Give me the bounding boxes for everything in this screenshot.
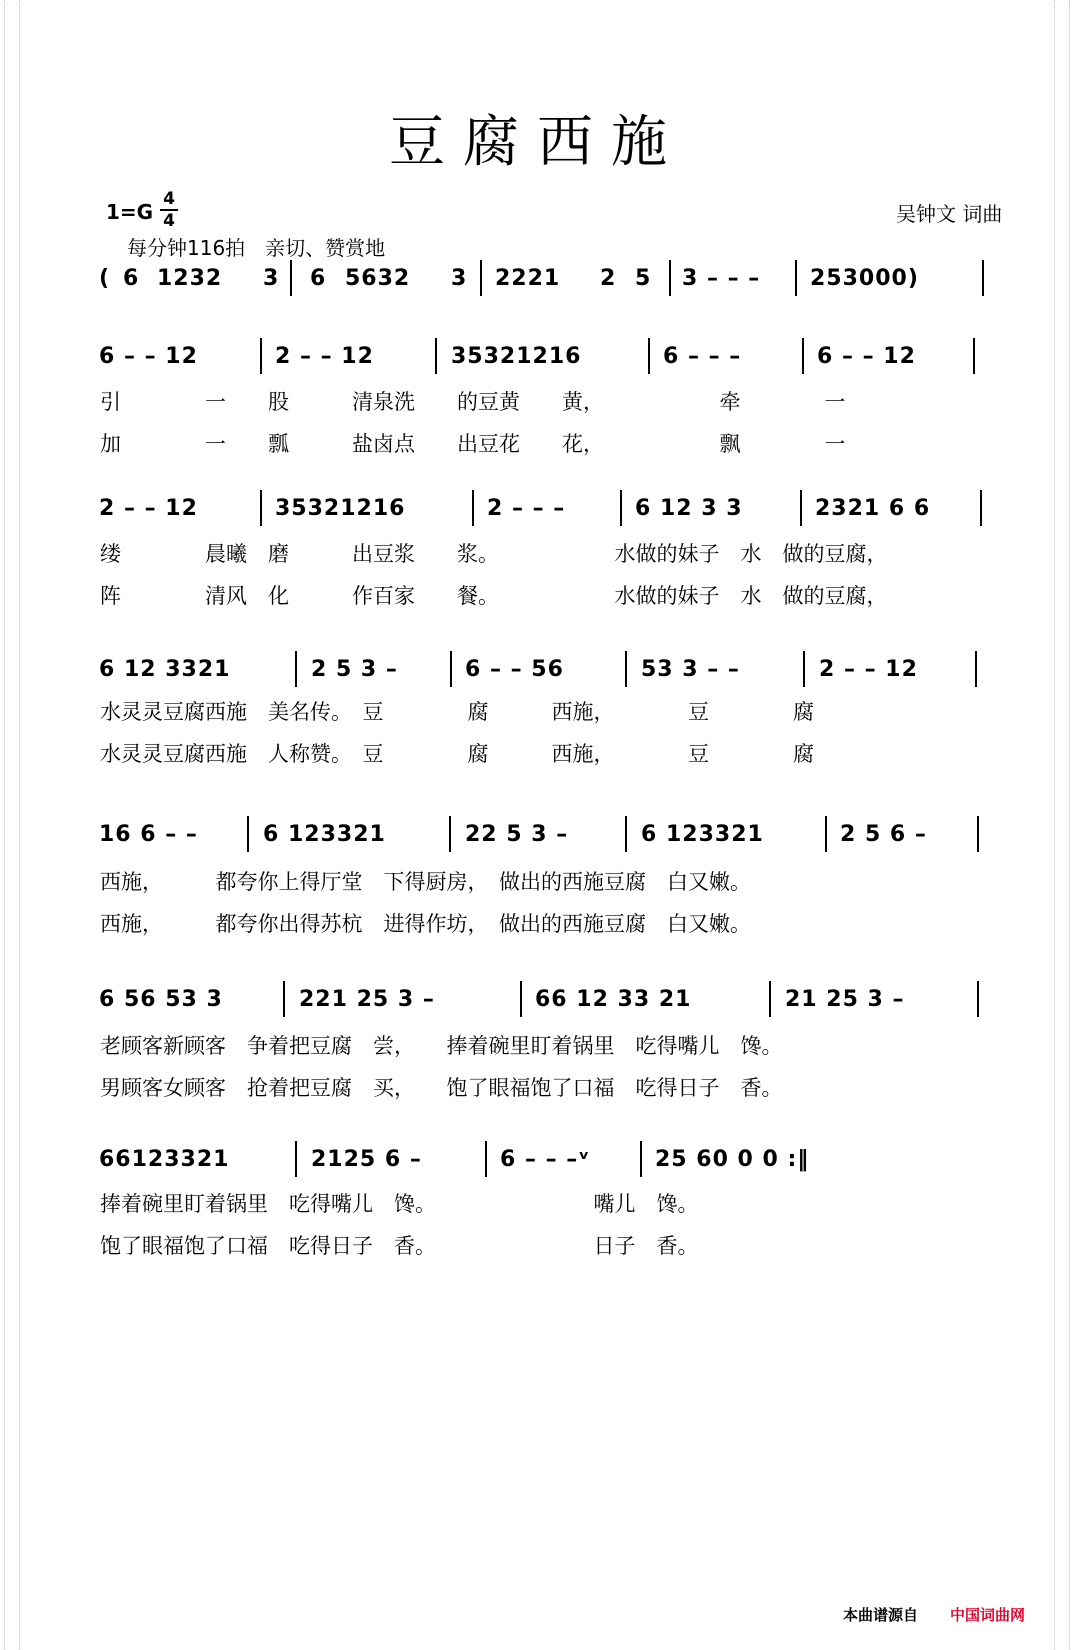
- notation-line: [95, 344, 1040, 374]
- bar-line: [977, 981, 979, 1017]
- notation-line: [95, 1147, 1040, 1177]
- note-group: 1232: [157, 266, 223, 291]
- footer-site-link[interactable]: 中国词曲网: [950, 1606, 1026, 1624]
- note-group: 5632: [345, 266, 411, 291]
- note-group: 5: [635, 266, 652, 291]
- note-group: 66123321: [99, 1147, 230, 1172]
- lyric-line: 男顾客女顾客 抢着把豆腐 买， 饱了眼福饱了口福 吃得日子 香。: [100, 1076, 783, 1100]
- note-group: 21 25 3 –: [785, 987, 905, 1012]
- song-title: 豆腐西施: [389, 110, 685, 175]
- bar-line: [648, 338, 650, 374]
- note-group: 2 – – –: [487, 496, 566, 521]
- bar-line: [283, 981, 285, 1017]
- bar-line: [802, 338, 804, 374]
- note-group: 6 – – 12: [817, 344, 916, 369]
- bar-line: [803, 651, 805, 687]
- note-group: 6 123321: [263, 822, 386, 847]
- lyric-line: 引 一 股 清泉洗 的豆黄 黄， 牵 一: [100, 390, 846, 414]
- note-group: 6 12 3 3: [635, 496, 743, 521]
- note-group: 221 25 3 –: [299, 987, 435, 1012]
- bar-line: [977, 816, 979, 852]
- bar-line: [449, 816, 451, 852]
- bar-line: [247, 816, 249, 852]
- note-group: 16 6 – –: [99, 822, 198, 847]
- notation-line: [95, 822, 1040, 852]
- lyric-line: 老顾客新顾客 争着把豆腐 尝， 捧着碗里盯着锅里 吃得嘴儿 馋。: [100, 1034, 783, 1058]
- time-top: 4: [163, 189, 175, 209]
- bar-line: [769, 981, 771, 1017]
- note-group: 253000): [810, 266, 919, 291]
- note-group: 2 5 3 –: [311, 657, 398, 682]
- bar-line: [975, 651, 977, 687]
- bar-line: [800, 490, 802, 526]
- note-group: 6 – – –: [663, 344, 742, 369]
- note-group: 6: [123, 266, 140, 291]
- lyric-line: 西施， 都夸你上得厅堂 下得厨房， 做出的西施豆腐 白又嫩。: [100, 870, 751, 894]
- lyric-line: 西施， 都夸你出得苏杭 进得作坊， 做出的西施豆腐 白又嫩。: [100, 912, 751, 936]
- lyric-line: 加 一 瓢 盐卤点 出豆花 花， 飘 一: [100, 432, 846, 456]
- note-group: 6 123321: [641, 822, 764, 847]
- bar-line: [520, 981, 522, 1017]
- note-group: 66 12 33 21: [535, 987, 692, 1012]
- bar-line: [982, 260, 984, 296]
- bar-line: [485, 1141, 487, 1177]
- bar-line: [295, 651, 297, 687]
- note-group: (: [99, 266, 111, 291]
- bar-line: [620, 490, 622, 526]
- note-group: 6 56 53 3: [99, 987, 223, 1012]
- bar-line: [290, 260, 292, 296]
- bar-line: [669, 260, 671, 296]
- note-group: 3: [263, 266, 280, 291]
- note-group: 22 5 3 –: [465, 822, 569, 847]
- left-border-strip: [4, 0, 20, 1650]
- time-bottom: 4: [163, 211, 175, 231]
- bar-line: [480, 260, 482, 296]
- bar-line: [980, 490, 982, 526]
- note-group: 3 – – –: [682, 266, 761, 291]
- lyric-line: 捧着碗里盯着锅里 吃得嘴儿 馋。 嘴儿 馋。: [100, 1192, 699, 1216]
- footer-source-label: 本曲谱源自: [843, 1606, 919, 1624]
- note-group: 2125 6 –: [311, 1147, 422, 1172]
- note-group: 25 60 0 0 :‖: [655, 1147, 810, 1172]
- bar-line: [825, 816, 827, 852]
- note-group: 2 5 6 –: [840, 822, 927, 847]
- note-group: 2221: [495, 266, 561, 291]
- note-group: 6 – – –ᵛ: [500, 1147, 591, 1172]
- bar-line: [625, 651, 627, 687]
- tempo-marking: 每分钟116拍 亲切、赞赏地: [127, 236, 386, 260]
- bar-line: [795, 260, 797, 296]
- bar-line: [295, 1141, 297, 1177]
- bar-line: [640, 1141, 642, 1177]
- lyric-line: 缕 晨曦 磨 出豆浆 浆。 水做的妹子 水 做的豆腐，: [100, 542, 888, 566]
- composer-credit: 吴钟文 词曲: [896, 202, 1003, 226]
- note-group: 2: [600, 266, 617, 291]
- note-group: 2 – – 12: [819, 657, 918, 682]
- time-signature: [160, 190, 178, 230]
- note-group: 6 12 3321: [99, 657, 231, 682]
- notation-line: [95, 987, 1040, 1017]
- notation-line: [95, 496, 1040, 526]
- note-group: 2 – – 12: [275, 344, 374, 369]
- note-group: 6 – – 56: [465, 657, 564, 682]
- lyric-line: 水灵灵豆腐西施 美名传。 豆 腐 西施， 豆 腐: [100, 700, 814, 724]
- bar-line: [472, 490, 474, 526]
- note-group: 6 – – 12: [99, 344, 198, 369]
- bar-line: [260, 490, 262, 526]
- notation-line: [95, 657, 1040, 687]
- bar-line: [973, 338, 975, 374]
- note-group: 53 3 – –: [641, 657, 740, 682]
- lyric-line: 水灵灵豆腐西施 人称赞。 豆 腐 西施， 豆 腐: [100, 742, 814, 766]
- bar-line: [260, 338, 262, 374]
- lyric-line: 饱了眼福饱了口福 吃得日子 香。 日子 香。: [100, 1234, 699, 1258]
- bar-line: [435, 338, 437, 374]
- note-group: 35321216: [275, 496, 406, 521]
- note-group: 35321216: [451, 344, 582, 369]
- bar-line: [450, 651, 452, 687]
- note-group: 2 – – 12: [99, 496, 198, 521]
- notation-line: [95, 266, 1040, 296]
- lyric-line: 阵 清风 化 作百家 餐。 水做的妹子 水 做的豆腐，: [100, 584, 888, 608]
- bar-line: [625, 816, 627, 852]
- right-border-strip: [1054, 0, 1070, 1650]
- key-signature: 1=G: [106, 200, 154, 224]
- note-group: 6: [310, 266, 327, 291]
- note-group: 2321 6 6: [815, 496, 931, 521]
- note-group: 3: [451, 266, 468, 291]
